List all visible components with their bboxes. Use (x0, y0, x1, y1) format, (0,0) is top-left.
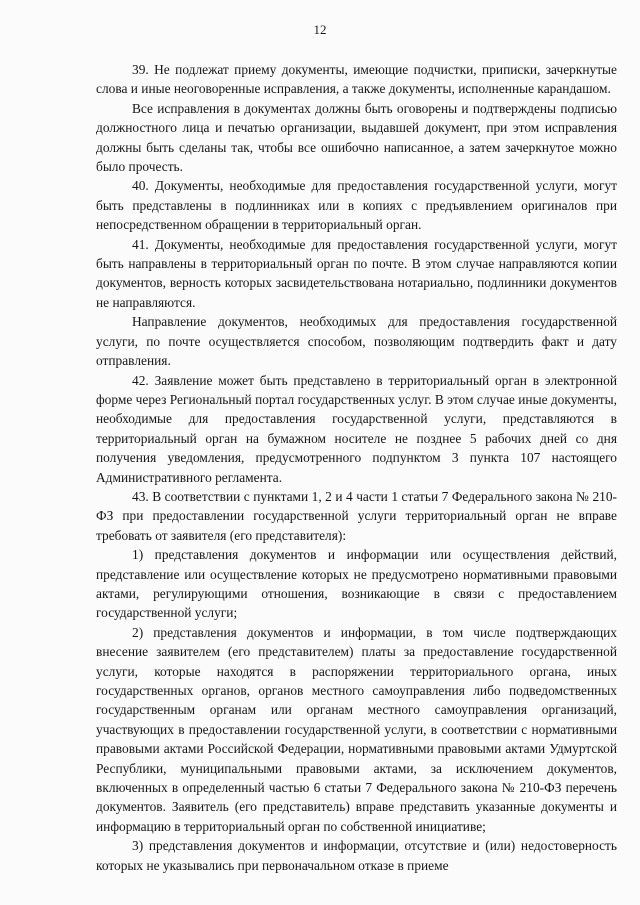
paragraph-42: 42. Заявление может быть представлено в территориальный орган в электронной форме через Региональный портал государственных услуг. В этом случае иные документы, необходимые для предоставления государственной услуги, представляются в территориальный орган на бумажном носителе не позднее 5 рабочих дней со дня получения уведомления, предусмотренного подпунктом 3 пункта 107 настоящего Административного регламента. (96, 372, 617, 485)
paragraph-43-item-3: 3) представления документов и информации, отсутствие и (или) недостоверность которых не указывались при первоначальном отказе в приеме (96, 838, 617, 873)
paragraph-41: 41. Документы, необходимые для предоставления государственной услуги, могут быть направлены в территориальный орган по почте. В этом случае направляются копии документов, верность которых засвидетельствована нотариально, подлинники документов не направляются. (96, 236, 617, 310)
paragraph-43-item-1: 1) представления документов и информации или осуществления действий, представление или осуществление которых не предусмотрено нормативными правовыми актами, регулирующими отношения, возникающие в связи с предоставлением государственной услуги; (96, 547, 617, 621)
paragraph-43: 43. В соответствии с пунктами 1, 2 и 4 части 1 статьи 7 Федерального закона № 210-ФЗ при предоставлении государственной услуги территориальный орган не вправе требовать от заявителя (его представителя): (96, 488, 617, 543)
page-number: 12 (313, 22, 327, 37)
paragraph-40: 40. Документы, необходимые для предоставления государственной услуги, могут быть представлены в подлинниках или в копиях с предъявлением оригиналов при непосредственном обращении в территориальный орган. (96, 178, 617, 233)
paragraph-43-item-2: 2) представления документов и информации, в том числе подтверждающих внесение заявителем (его представителем) платы за предоставление государственной услуги, которые находятся в распоряжении территориального органа, иных государственных органов, органов местного самоуправления либо подведомственных государственным органам или органам местного самоуправления организаций, участвующих в предоставлении государственной услуги, в соответствии с нормативными правовыми актами Российской Федерации, нормативными правовыми актами Удмуртской Республики, муниципальными правовыми актами, за исключением документов, включенных в определенный частью 6 статьи 7 Федерального закона № 210-ФЗ перечень документов. Заявитель (его представитель) вправе представить указанные документы и информацию в территориальный орган по собственной инициативе; (96, 624, 617, 834)
paragraph-41-mailing: Направление документов, необходимых для предоставления государственной услуги, по почте осуществляется способом, позволяющим подтвердить факт и дату отправления. (96, 314, 617, 369)
paragraph-39-corrections: Все исправления в документах должны быть оговорены и подтверждены подписью должностного лица и печатью организации, выдавшей документ, при этом исправления должны быть сделаны так, чтобы все ошибочно написанное, а затем зачеркнутое можно было прочесть. (96, 100, 617, 175)
paragraph-39: 39. Не подлежат приему документы, имеющие подчистки, приписки, зачеркнутые слова и иные неоговоренные исправления, а также документы, исполненные карандашом. (96, 62, 617, 97)
document-body (96, 60, 617, 875)
